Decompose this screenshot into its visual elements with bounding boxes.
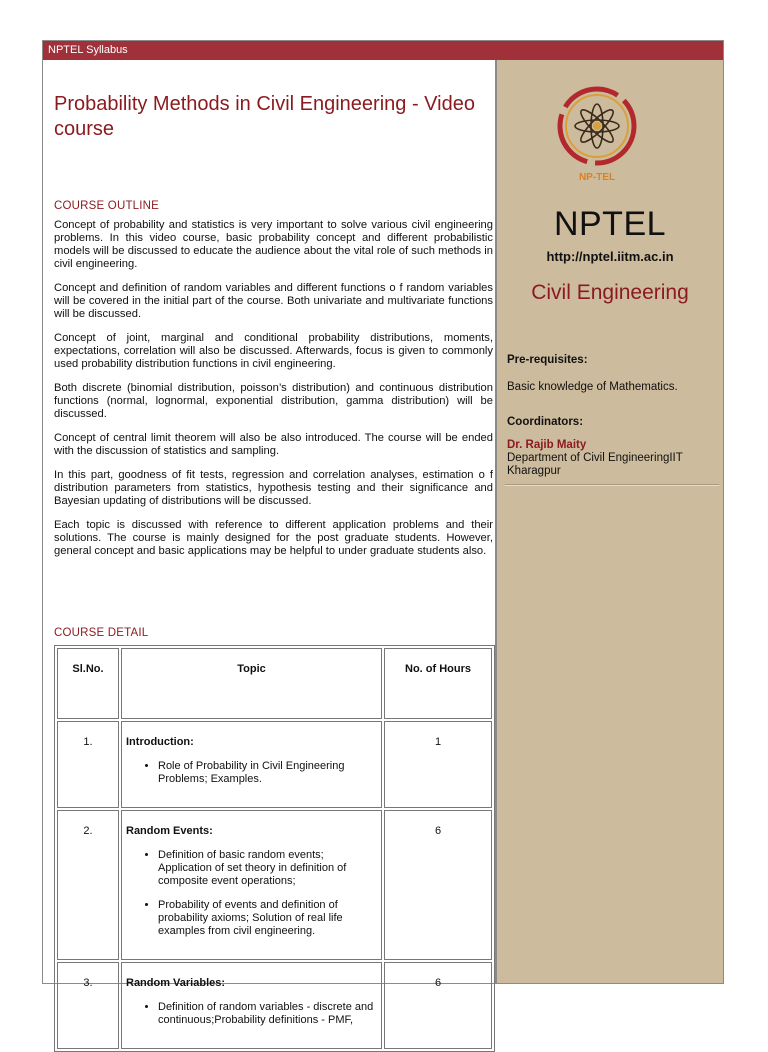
topic-title: Introduction: (126, 736, 194, 748)
outline-paragraph: Both discrete (binomial distribution, poisson’s distribution) and continuous distribution functions (normal, lognormal, exponential distribution, gamma distribution) will be discussed. (54, 382, 493, 420)
prereq-label: Pre-requisites: (507, 354, 588, 366)
outline-paragraph: Concept of joint, marginal and conditional probability distributions, moments, expectations, correlation will also be discussed. Afterwards, focus is given to commonly used probability distribution functions in civil engineering. (54, 332, 493, 370)
row-sl-no: 2. (57, 810, 119, 960)
course-detail-table (54, 645, 495, 1052)
coordinator-name: Dr. Rajib Maity (507, 439, 587, 451)
row-topic (121, 962, 382, 1049)
topic-bullet: • Definition of random variables - discrete and continuous;Probability definitions - PMF, (158, 1001, 377, 1027)
topic-title: Random Variables: (126, 977, 226, 989)
syllabus-frame (42, 40, 724, 1026)
header-sl-no: Sl.No. (57, 648, 119, 719)
row-hours: 1 (384, 721, 492, 808)
outline-paragraph: Concept and definition of random variables and different functions o f random variables will be covered in the initial part of the course. Both univariate and multivariate functions will be discussed. (54, 282, 493, 320)
outline-paragraph: Concept of probability and statistics is very important to solve various civil engineering problems. In this video course, basic probability concept and different probabilistic models will be discussed to educate the audience about the vital role of such methods in civil engineering. (54, 219, 493, 270)
header-hours: No. of Hours (384, 648, 492, 719)
outline-paragraph: Concept of central limit theorem will also be also introduced. The course will be ended with the discussion of statistics and sampling. (54, 432, 493, 457)
topic-bullets (126, 760, 377, 786)
row-topic (121, 810, 382, 960)
topic-title: Random Events: (126, 825, 213, 837)
syllabus-topbar: NPTEL Syllabus (43, 41, 723, 60)
topic-bullets (126, 849, 377, 938)
row-sl-no: 1. (57, 721, 119, 808)
department-name: Civil Engineering (531, 281, 689, 304)
topic-bullet: • Probability of events and definition of probability axioms; Solution of real life examples from civil engineering. (158, 899, 377, 938)
table-row (57, 810, 492, 960)
course-title: Probability Methods in Civil Engineering - Video course (54, 93, 475, 140)
outline-paragraph: Each topic is discussed with reference to different application problems and their solutions. The course is mainly designed for the post graduate students. However, general concept and basic applications may be helpful to under graduate students also. (54, 519, 493, 557)
table-row (57, 721, 492, 808)
course-outline-heading: COURSE OUTLINE (54, 200, 160, 212)
nptel-brand: NPTEL (553, 205, 667, 243)
coord-label: Coordinators: (507, 416, 584, 428)
topic-bullet: • Role of Probability in Civil Engineering Problems; Examples. (158, 760, 377, 786)
prerequisites-label (507, 354, 719, 367)
table-header-row (57, 648, 492, 719)
nptel-logo-icon (557, 78, 637, 193)
topic-bullet: • Definition of basic random events; Application of set theory in definition of composite event operations; (158, 849, 377, 888)
header-topic: Topic (121, 648, 382, 719)
sidebar (497, 60, 723, 983)
prerequisites-text: Basic knowledge of Mathematics. (507, 381, 678, 393)
course-outline-text (54, 219, 493, 569)
coordinator-info (507, 439, 719, 478)
coordinators-section (507, 416, 719, 429)
logo-text: NP-TEL (578, 172, 616, 183)
nptel-url-link[interactable]: http://nptel.iitm.ac.in (546, 249, 674, 264)
course-detail-heading: COURSE DETAIL (54, 627, 149, 639)
row-hours: 6 (384, 810, 492, 960)
row-topic (121, 721, 382, 808)
outline-paragraph: In this part, goodness of fit tests, regression and correlation analyses, estimation o f distribution parameters from statistics, hypothesis testing and their significance and Bayesian updating of distributions will be discussed. (54, 469, 493, 507)
row-sl-no: 3. (57, 962, 119, 1049)
coordinator-affiliation: Department of Civil EngineeringIIT Kharagpur (507, 452, 683, 477)
topic-bullets (126, 1001, 377, 1027)
main-content (43, 60, 497, 1026)
row-hours: 6 (384, 962, 492, 1049)
table-row (57, 962, 492, 1049)
sidebar-divider (505, 484, 719, 486)
